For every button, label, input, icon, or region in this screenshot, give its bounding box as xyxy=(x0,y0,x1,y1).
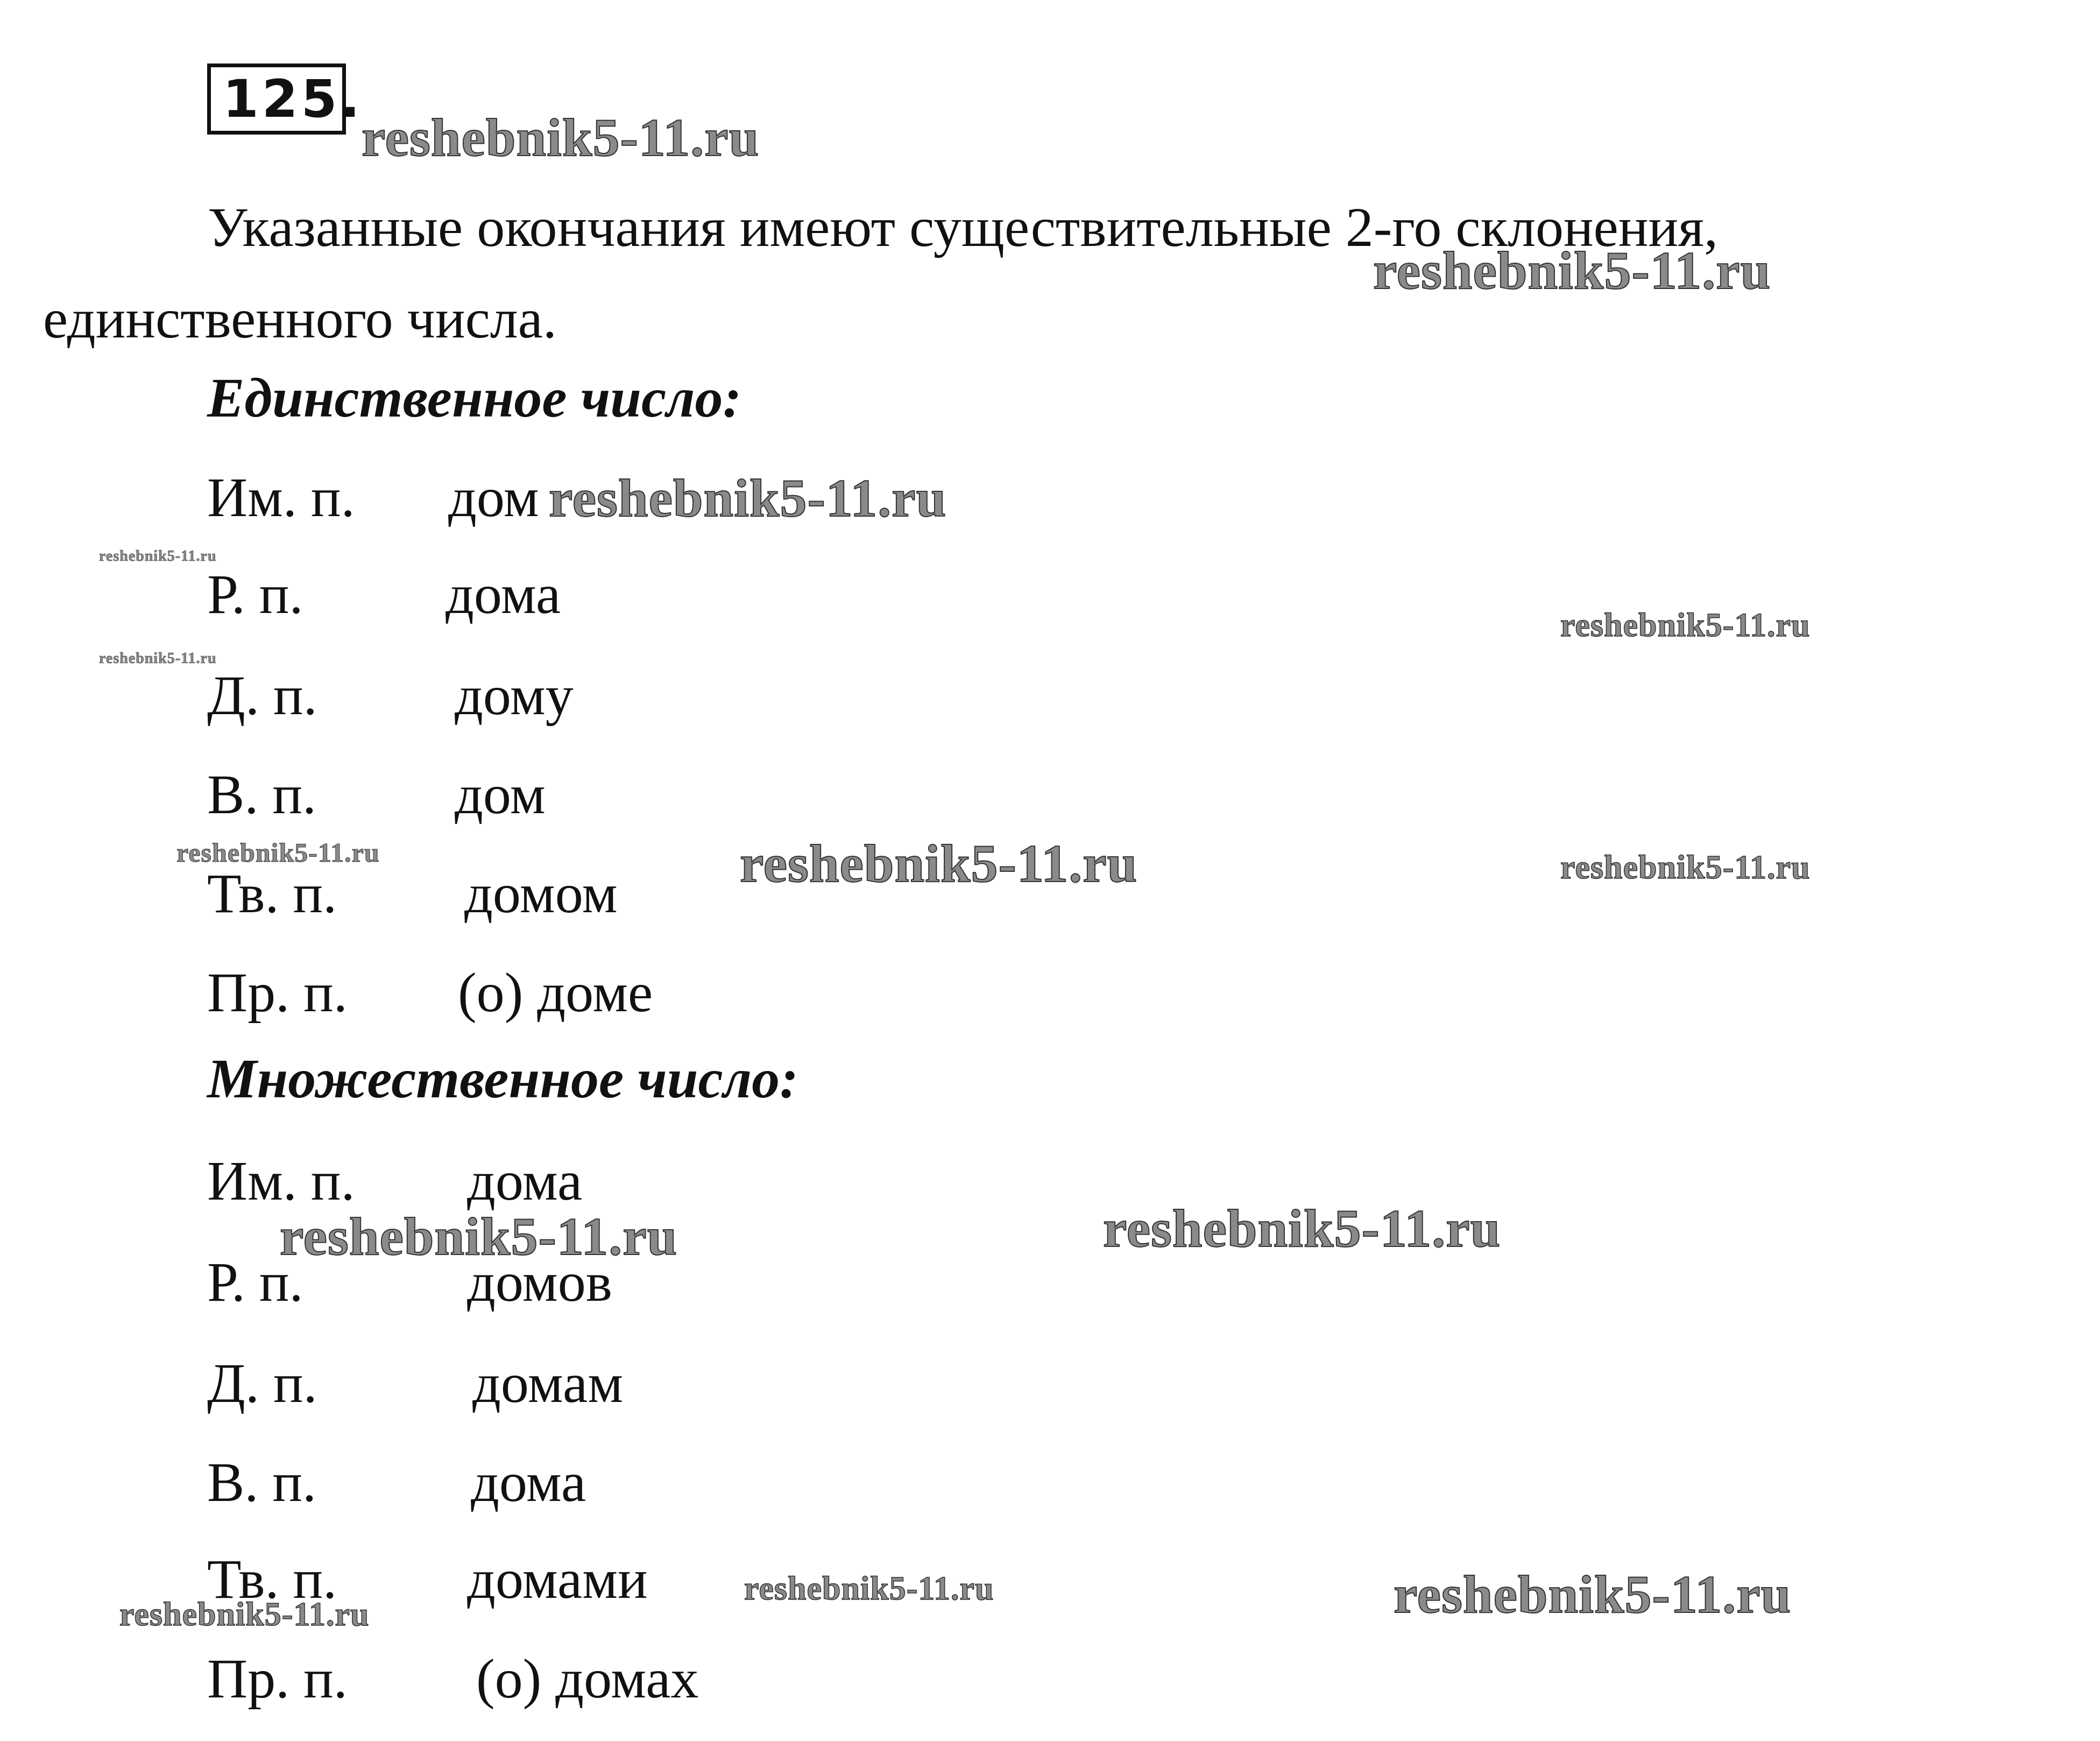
watermark: reshebnik5-11.ru xyxy=(99,650,217,667)
case-label: Им. п. xyxy=(207,1150,355,1212)
case-form: (о) доме xyxy=(458,962,653,1024)
watermark: reshebnik5-11.ru xyxy=(99,548,217,565)
case-label: Д. п. xyxy=(207,1352,317,1414)
case-label: Д. п. xyxy=(207,665,317,727)
case-form: (о) домах xyxy=(476,1648,699,1710)
case-form: домами xyxy=(467,1548,648,1610)
singular-heading: Единственное число: xyxy=(207,367,742,429)
watermark: reshebnik5-11.ru xyxy=(549,468,947,528)
case-form: дома xyxy=(471,1451,586,1513)
case-form: дом xyxy=(455,764,546,826)
watermark: reshebnik5-11.ru xyxy=(1560,849,1811,886)
watermark: reshebnik5-11.ru xyxy=(740,834,1138,893)
case-label: В. п. xyxy=(207,764,317,826)
case-label: Тв. п. xyxy=(207,863,337,925)
case-label: Им. п. xyxy=(207,467,355,528)
case-form: дома xyxy=(467,1150,583,1212)
watermark: reshebnik5-11.ru xyxy=(1560,607,1811,644)
plural-heading: Множественное число: xyxy=(207,1048,798,1110)
watermark: reshebnik5-11.ru xyxy=(119,1596,370,1633)
intro-paragraph: Указанные окончания имеют существительные 2-го склонения, единственного числа. xyxy=(43,196,1718,350)
case-form: дому xyxy=(455,665,574,727)
case-label: Тв. п. xyxy=(207,1548,337,1610)
case-label: В. п. xyxy=(207,1451,317,1513)
watermark: reshebnik5-11.ru xyxy=(176,837,380,868)
case-form: дом xyxy=(448,467,539,528)
case-label: Пр. п. xyxy=(207,1648,348,1710)
case-form: дома xyxy=(446,563,561,625)
watermark: reshebnik5-11.ru xyxy=(1373,241,1771,300)
case-form: домом xyxy=(464,863,618,925)
watermark: reshebnik5-11.ru xyxy=(744,1570,994,1607)
watermark: reshebnik5-11.ru xyxy=(362,108,760,167)
case-label: Р. п. xyxy=(207,1251,303,1313)
case-form: домов xyxy=(467,1251,612,1313)
case-form: домам xyxy=(472,1352,624,1414)
task-number: 125. xyxy=(207,64,346,135)
watermark: reshebnik5-11.ru xyxy=(1394,1564,1792,1624)
case-label: Р. п. xyxy=(207,563,303,625)
watermark: reshebnik5-11.ru xyxy=(280,1207,678,1266)
watermark: reshebnik5-11.ru xyxy=(1103,1199,1501,1258)
case-label: Пр. п. xyxy=(207,962,348,1024)
